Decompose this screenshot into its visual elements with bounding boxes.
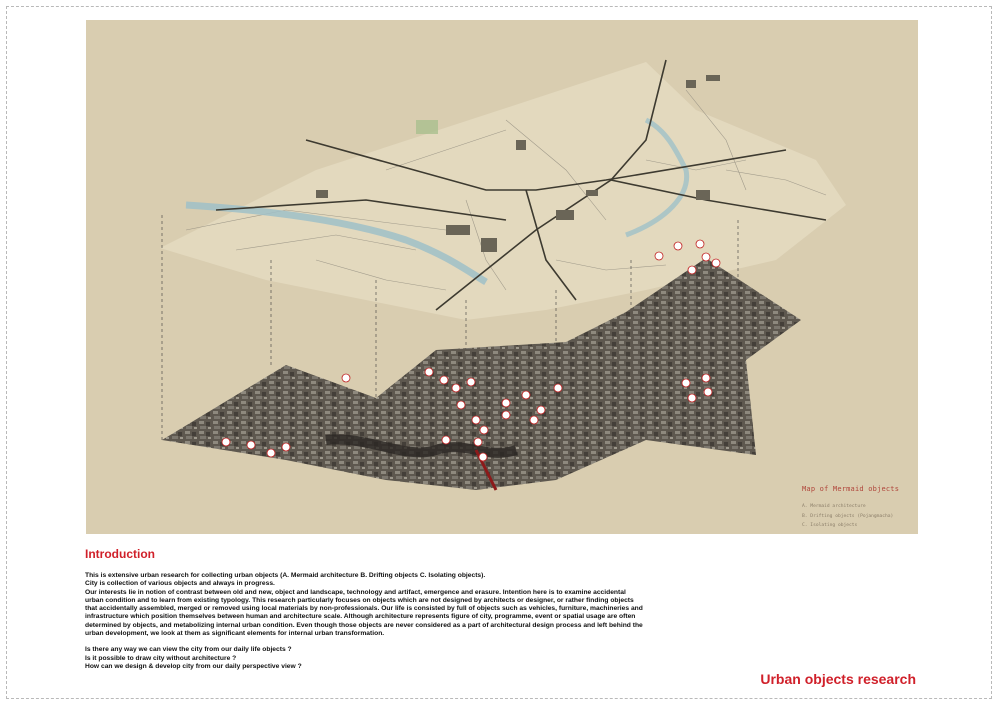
intro-line: This is extensive urban research for collecting urban objects (A. Mermaid architecture B. Drifting objects C. Isolating objects). [85,572,486,579]
marker [688,394,696,402]
marker [502,411,510,419]
marker [222,438,230,446]
marker [247,441,255,449]
marker [472,416,480,424]
marker [530,416,538,424]
legend-item-a: A. Mermaid architecture [802,504,866,509]
marker [342,374,350,382]
marker [480,426,488,434]
marker [704,388,712,396]
marker [442,436,450,444]
intro-line: City is collection of various objects and always in progress. [85,580,275,588]
marker [440,376,448,384]
map-panel [86,20,918,534]
street-map-plate [160,62,846,320]
marker [467,378,475,386]
page-title: Urban objects research [760,671,916,687]
questions [85,646,645,671]
marker [474,438,482,446]
question: How can we design & develop city from our daily perspective view ? [85,662,302,670]
map-legend [802,485,912,531]
marker [282,443,290,451]
question: Is there any way we can view the city from our daily life objects ? [85,646,292,654]
marker [479,453,487,461]
legend-item-c: C. Isolating objects [802,523,858,528]
marker [554,384,562,392]
marker [682,379,690,387]
legend-title: Map of Mermaid objects [802,485,900,493]
marker [537,406,545,414]
marker [655,252,663,260]
marker [425,368,433,376]
marker [452,384,460,392]
intro-line: Our interests lie in notion of contrast between old and new, object and landscape, technology and artifact, emergence and erasure. Intention here is to examine accidental urban condition and to learn from existing typology. This research particularly focuses on objects which are not designed by architects or designer, or rather finding objects that accidentally assembled, merged or removed using local materials by non-professionals. Our life is consisted by full of objects such as vehicles, furniture, machineries and infrastructure which position themselves between human and architecture scale. Although architecture represents figure of city, programme, event or spatial usage are often determined by objects, and metabolizing internal urban condition. Even though those objects are never considered as a part of architectural design process and left behind the urban development, we look at them as significant elements for internal urban transformation. [85,588,643,638]
intro-heading: Introduction [85,547,155,561]
marker [702,253,710,261]
marker [267,449,275,457]
marker [696,240,704,248]
marker [457,401,465,409]
marker [688,266,696,274]
marker [702,374,710,382]
marker [502,399,510,407]
legend-item-b: B. Drifting objects (Pojangmacha) [802,513,894,519]
axonometric-map [86,20,918,534]
marker [712,259,720,267]
marker [674,242,682,250]
intro-body [85,572,645,671]
marker [522,391,530,399]
park [416,120,438,134]
question: Is it possible to draw city without architecture ? [85,654,237,662]
